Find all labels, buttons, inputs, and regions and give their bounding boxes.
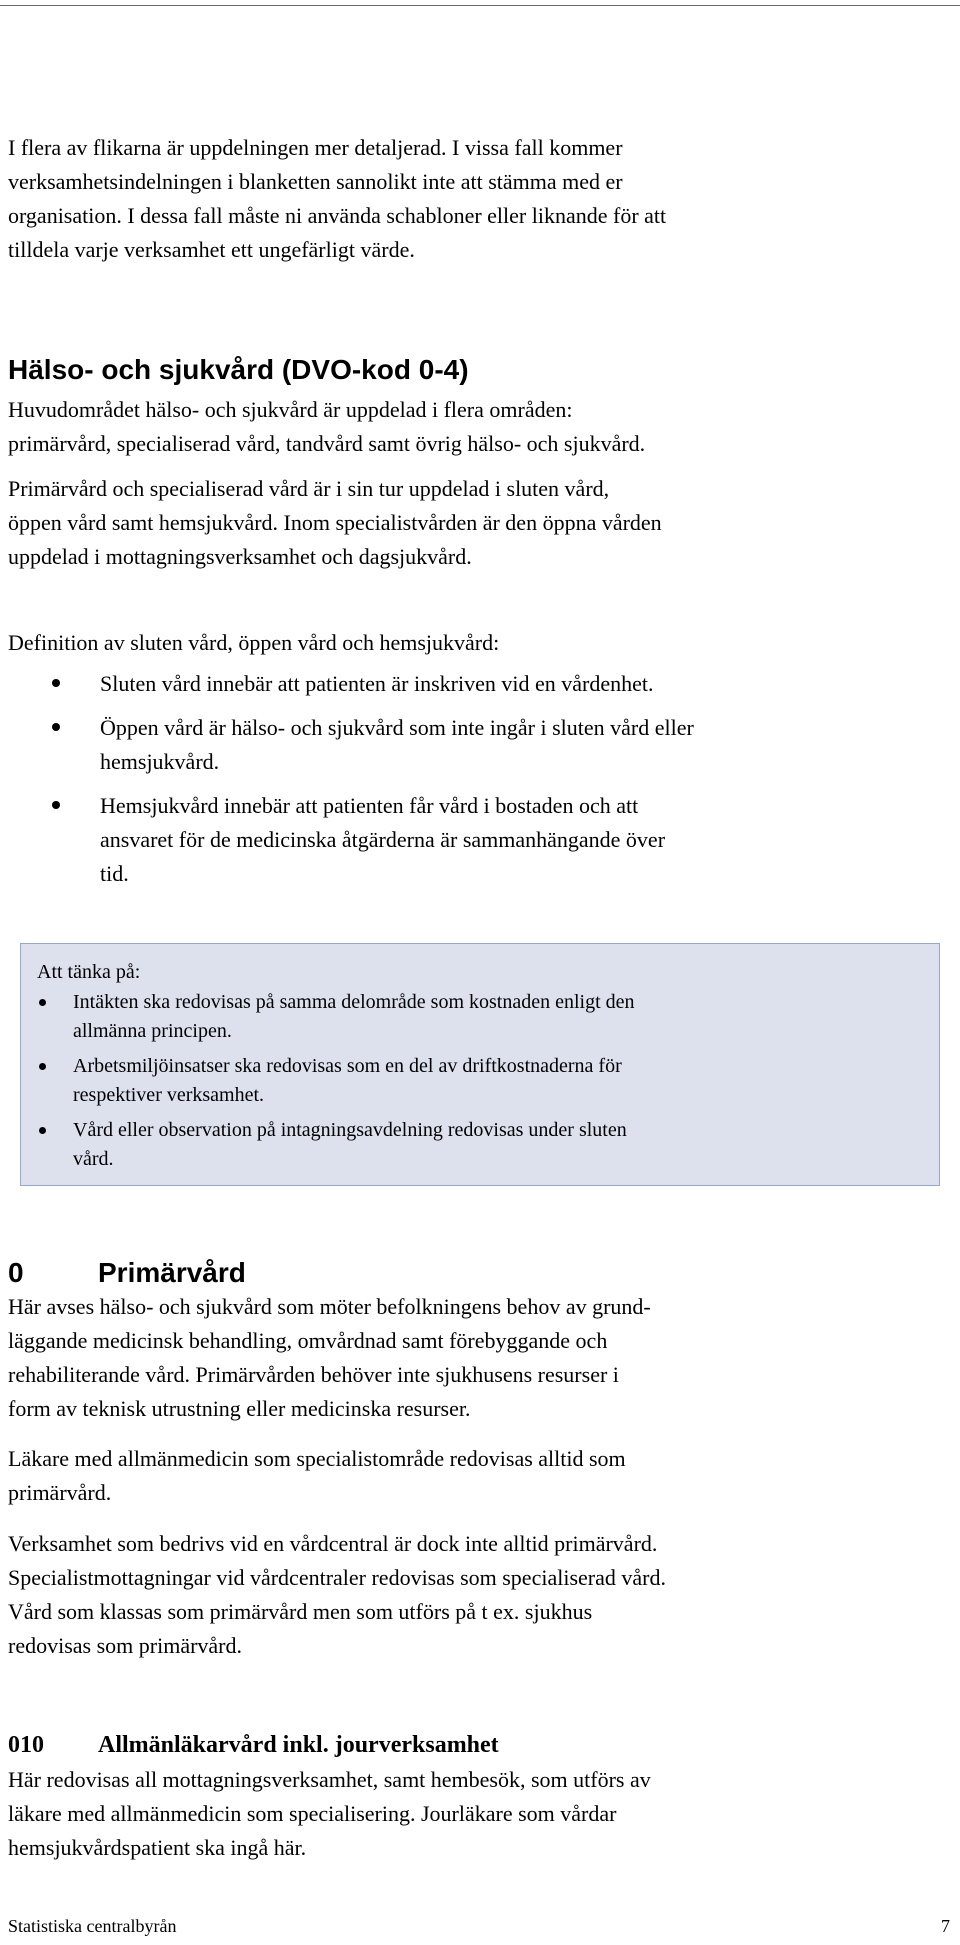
definition-line: Sluten vård innebär att patienten är inskriven vid en vårdenhet. bbox=[100, 671, 654, 696]
note-line: respektiver verksamhet. bbox=[73, 1084, 265, 1106]
primarvard-para2-line: primärvård. bbox=[8, 1480, 112, 1505]
list-item bbox=[21, 988, 939, 1046]
definition-intro-text: Definition av sluten vård, öppen vård och hemsjukvård: bbox=[8, 630, 500, 655]
bullet-icon bbox=[39, 1127, 46, 1134]
primarvard-para1-line: rehabiliterande vård. Primärvården behöver inte sjukhusens resurser i bbox=[8, 1362, 619, 1387]
primarvard-paragraph-2 bbox=[8, 1442, 958, 1510]
bullet-icon bbox=[52, 679, 60, 687]
bullet-icon bbox=[52, 801, 60, 809]
primarvard-para1-line: läggande medicinsk behandling, omvårdnad samt förebyggande och bbox=[8, 1328, 608, 1353]
halso-para2-line: öppen vård samt hemsjukvård. Inom specialistvården är den öppna vården bbox=[8, 510, 662, 535]
footer-page-number: 7 bbox=[941, 1916, 950, 1936]
primarvard-paragraph-1 bbox=[8, 1290, 958, 1426]
halso-para1-line: primärvård, specialiserad vård, tandvård samt övrig hälso- och sjukvård. bbox=[8, 431, 646, 456]
primarvard-para3-line: Vård som klassas som primärvård men som utförs på t ex. sjukhus bbox=[8, 1599, 593, 1624]
section-title: Allmänläkarvård inkl. jourverksamhet bbox=[98, 1732, 499, 1758]
note-line: Arbetsmiljöinsatser ska redovisas som en del av driftkostnaderna för bbox=[73, 1055, 622, 1077]
definition-intro bbox=[8, 626, 958, 660]
section-heading-010 bbox=[8, 1729, 499, 1761]
definition-line: Öppen vård är hälso- och sjukvård som inte ingår i sluten vård eller bbox=[100, 715, 694, 740]
definition-line: ansvaret för de medicinska åtgärderna är sammanhängande över bbox=[100, 827, 666, 852]
halso-para2-line: uppdelad i mottagningsverksamhet och dagsjukvård. bbox=[8, 544, 472, 569]
intro-line: I flera av flikarna är uppdelningen mer detaljerad. I vissa fall kommer bbox=[8, 135, 623, 160]
halso-para1-line: Huvudområdet hälso- och sjukvård är uppdelad i flera områden: bbox=[8, 397, 573, 422]
list-item bbox=[0, 789, 960, 891]
primarvard-paragraph-3 bbox=[8, 1527, 958, 1663]
note-title: Att tänka på: bbox=[37, 961, 141, 983]
list-item bbox=[21, 1052, 939, 1110]
intro-line: verksamhetsindelningen i blanketten sannolikt inte att stämma med er bbox=[8, 169, 623, 194]
note-line: Intäkten ska redovisas på samma delområde som kostnaden enligt den bbox=[73, 991, 635, 1013]
definition-line: hemsjukvård. bbox=[100, 749, 220, 774]
bullet-icon bbox=[52, 723, 60, 731]
definition-line: Hemsjukvård innebär att patienten får vård i bostaden och att bbox=[100, 793, 639, 818]
list-item bbox=[21, 1116, 939, 1174]
list-item bbox=[0, 711, 960, 779]
section-010-line: hemsjukvårdspatient ska ingå här. bbox=[8, 1835, 307, 1860]
intro-line: organisation. I dessa fall måste ni använda schabloner eller liknande för att bbox=[8, 203, 667, 228]
bullet-icon bbox=[39, 1063, 46, 1070]
halso-paragraph-1 bbox=[8, 393, 958, 461]
note-line: vård. bbox=[73, 1148, 114, 1170]
section-010-paragraph bbox=[8, 1763, 958, 1865]
primarvard-para1-line: form av teknisk utrustning eller medicinska resurser. bbox=[8, 1396, 471, 1421]
section-number: 010 bbox=[8, 1732, 44, 1758]
primarvard-para3-line: Specialistmottagningar vid vårdcentraler redovisas som specialiserad vård. bbox=[8, 1565, 666, 1590]
section-010-line: läkare med allmänmedicin som specialisering. Jourläkare som vårdar bbox=[8, 1801, 617, 1826]
section-heading-primarvard bbox=[8, 1255, 246, 1291]
note-line: allmänna principen. bbox=[73, 1020, 232, 1042]
primarvard-para3-line: redovisas som primärvård. bbox=[8, 1633, 242, 1658]
primarvard-para1-line: Här avses hälso- och sjukvård som möter befolkningens behov av grund- bbox=[8, 1294, 651, 1319]
top-rule bbox=[0, 5, 960, 6]
halso-paragraph-2 bbox=[8, 472, 958, 574]
section-title: Primärvård bbox=[98, 1257, 246, 1288]
definition-list bbox=[0, 667, 960, 901]
footer-publisher: Statistiska centralbyrån bbox=[8, 1916, 177, 1936]
list-item bbox=[0, 667, 960, 701]
note-line: Vård eller observation på intagningsavdelning redovisas under sluten bbox=[73, 1119, 627, 1141]
definition-line: tid. bbox=[100, 861, 129, 886]
note-box bbox=[20, 943, 940, 1186]
halso-para2-line: Primärvård och specialiserad vård är i sin tur uppdelad i sluten vård, bbox=[8, 476, 610, 501]
section-number: 0 bbox=[8, 1257, 24, 1288]
note-list bbox=[21, 988, 939, 1180]
section-heading-halso: Hälso- och sjukvård (DVO-kod 0-4) bbox=[8, 354, 469, 385]
intro-line: tilldela varje verksamhet ett ungefärligt värde. bbox=[8, 237, 415, 262]
primarvard-para3-line: Verksamhet som bedrivs vid en vårdcentral är dock inte alltid primärvård. bbox=[8, 1531, 658, 1556]
primarvard-para2-line: Läkare med allmänmedicin som specialistområde redovisas alltid som bbox=[8, 1446, 626, 1471]
intro-paragraph bbox=[8, 131, 958, 267]
bullet-icon bbox=[39, 999, 46, 1006]
section-010-line: Här redovisas all mottagningsverksamhet, samt hembesök, som utförs av bbox=[8, 1767, 651, 1792]
